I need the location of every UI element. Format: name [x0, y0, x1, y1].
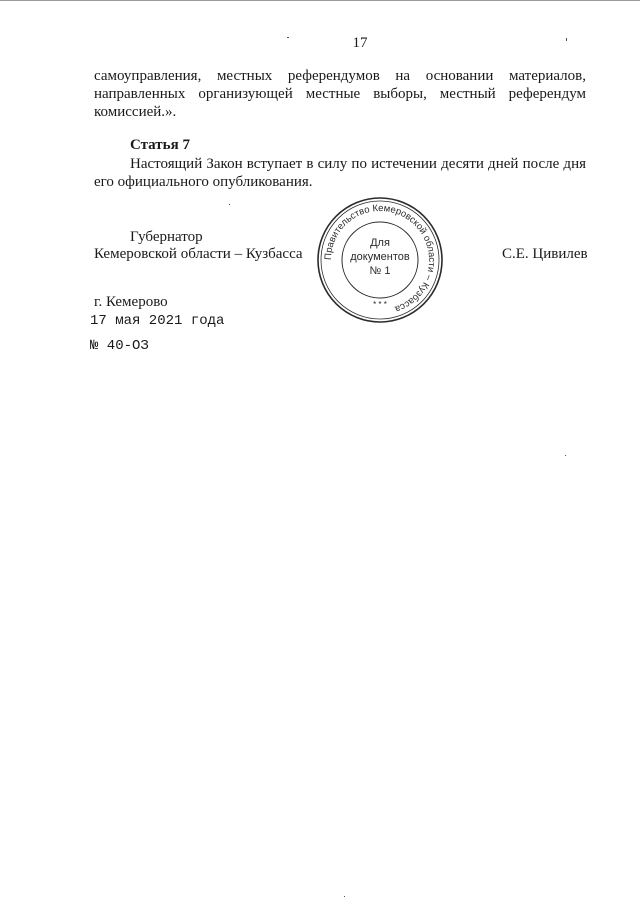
- signing-date: 17 мая 2021 года: [90, 313, 225, 329]
- article-text: Настоящий Закон вступает в силу по истечении десяти дней после дня его официального опубликования.: [94, 156, 586, 190]
- seal-center-line1: Для: [370, 237, 390, 249]
- top-border-line: [0, 0, 640, 5]
- law-number: № 40-ОЗ: [90, 338, 149, 354]
- article-heading: Статья 7: [130, 137, 190, 153]
- page-number: 17: [352, 35, 368, 51]
- seal-stars: * * *: [373, 300, 387, 309]
- continuation-paragraph: самоуправления, местных референдумов на основании материалов, направленных организующей местные выборы, местный референдум комиссией.».: [94, 68, 586, 120]
- seal-center-line3: № 1: [369, 265, 391, 277]
- signer-title-line1: Губернатор: [130, 229, 203, 245]
- signer-name: С.Е. Цивилев: [502, 246, 588, 262]
- signer-title-line2: Кемеровской области – Кузбасса: [94, 246, 303, 262]
- seal-center-line2: документов: [350, 251, 410, 263]
- city: г. Кемерово: [94, 294, 168, 310]
- official-seal: [316, 196, 444, 324]
- seal-ring-text: Правительство Кемеровской области – Кузбасса: [322, 202, 438, 315]
